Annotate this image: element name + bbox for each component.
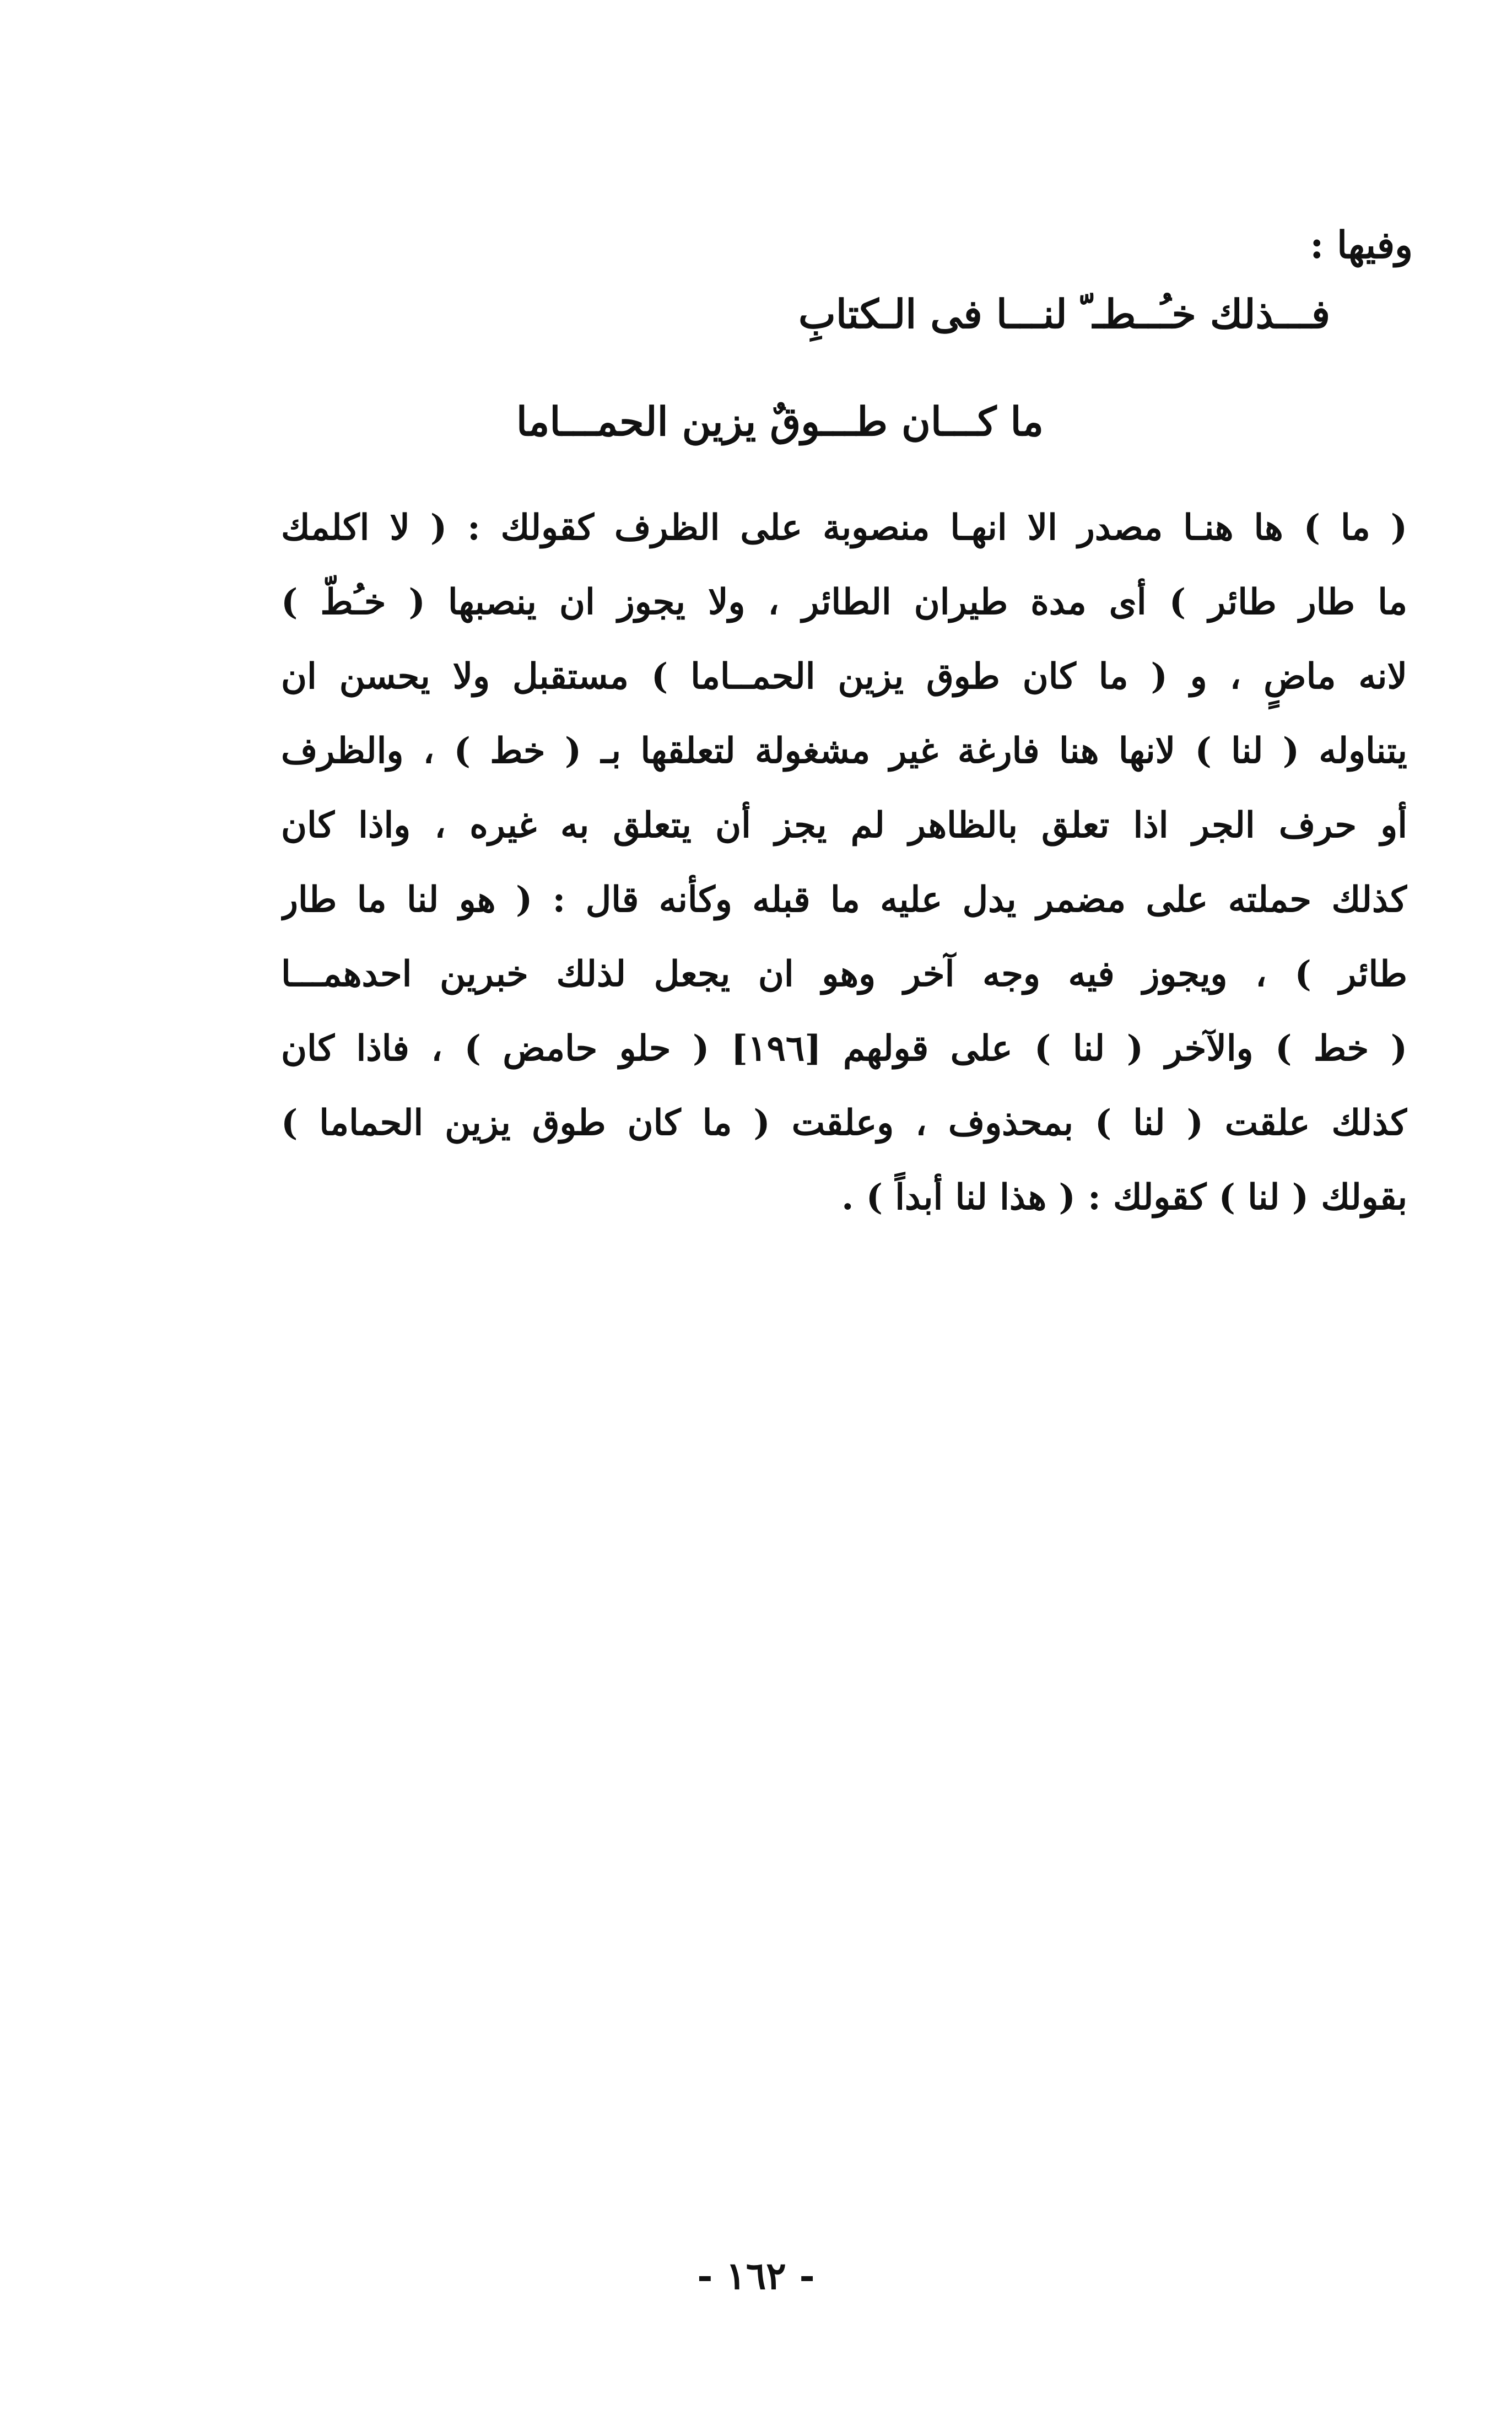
commentary-line: يتناوله ( لنا ) لانها هنا فارغة غير مشغولة لتعلقها بـ ( خط ) ، والظرف	[281, 730, 1407, 772]
commentary-line: ( خط ) والآخر ( لنا ) على قولهم [١٩٦] ( حلو حامض ) ، فاذا كان	[281, 1028, 1407, 1069]
section-intro: وفيها :	[1310, 223, 1413, 267]
commentary-line: كذلك حملته على مضمر يدل عليه ما قبله وكأنه قال : ( هو لنا ما طار	[281, 879, 1407, 920]
verse-line-2: ما كـــان طـــوقٌ يزين الحمـــاما	[516, 398, 1044, 445]
page-number: - ١٦٢ -	[697, 2254, 815, 2298]
commentary-line: أو حرف الجر اذا تعلق بالظاهر لم يجز أن يتعلق به غيره ، واذا كان	[281, 805, 1407, 846]
commentary-line: ما طار طائر ) أى مدة طيران الطائر ، ولا يجوز ان ينصبها ( خـُطّ )	[281, 581, 1407, 623]
commentary-line: بقولك ( لنا ) كقولك : ( هذا لنا أبداً ) .	[841, 1177, 1407, 1218]
commentary-line: ( ما ) ها هنـا مصدر الا انهـا منصوبة على الظرف كقولك : ( لا اكلمك	[281, 507, 1407, 548]
commentary-line: لانه ماضٍ ، و ( ما كان طوق يزين الحمــاما ) مستقبل ولا يحسن ان	[281, 656, 1407, 697]
verse-line-1: فـــذلك خـُــطـ ّ لنـــا فى الـكتابِ	[798, 290, 1330, 337]
commentary-line: كذلك علقت ( لنا ) بمحذوف ، وعلقت ( ما كان طوق يزين الحماما )	[281, 1102, 1407, 1144]
commentary-paragraph	[281, 490, 1407, 1235]
commentary-line: طائر ) ، ويجوز فيه وجه آخر وهو ان يجعل لذلك خبرين احدهمـــا	[281, 953, 1407, 995]
